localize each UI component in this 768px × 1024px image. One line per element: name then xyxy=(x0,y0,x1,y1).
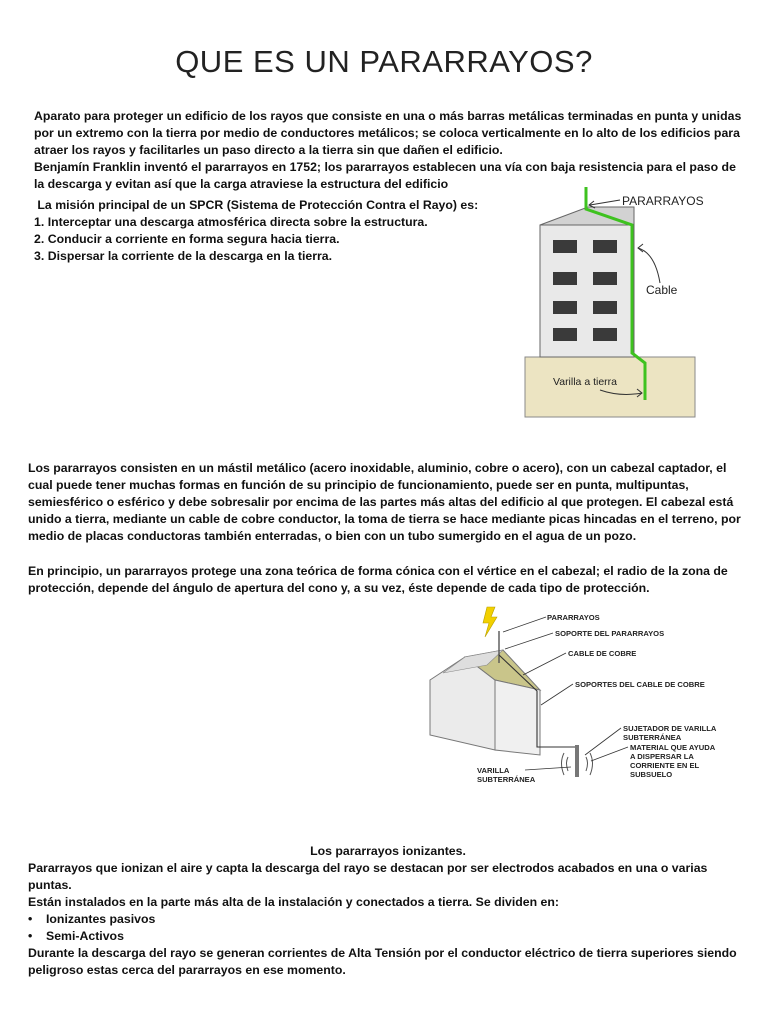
house-diagram xyxy=(425,605,760,795)
ionizantes-paragraph-2: Están instalados en la parte más alta de la instalación y conectados a tierra. Se dividen en: xyxy=(28,895,560,909)
ground-rod xyxy=(575,745,579,777)
ionizantes-paragraph-1: Pararrayos que ionizan el aire y capta la descarga del rayo se destacan por ser electrodos acabados en una o varias puntas. xyxy=(28,861,708,892)
label-pararrayos: PARARRAYOS xyxy=(547,613,600,622)
label-soporte: SOPORTE DEL PARARRAYOS xyxy=(555,629,665,638)
bullet-icon: • xyxy=(28,929,33,943)
lightning-bolt-icon xyxy=(483,607,497,637)
label-sujetador-1: SUJETADOR DE VARILLA xyxy=(623,724,717,733)
bullet-icon: • xyxy=(28,912,33,926)
pararrayos-arrow xyxy=(590,200,620,205)
label-varilla-1: VARILLA xyxy=(477,766,510,775)
ionizantes-heading: Los pararrayos ionizantes. xyxy=(310,844,466,858)
label-varilla-2: SUBTERRÁNEA xyxy=(477,775,536,784)
list-item: • Semi-Activos xyxy=(28,929,124,943)
page-title: QUE ES UN PARARRAYOS? xyxy=(175,44,593,79)
ionizantes-section xyxy=(28,843,748,979)
label-pararrayos: PARARRAYOS xyxy=(622,194,704,208)
intro-section xyxy=(34,108,746,193)
house-wall xyxy=(495,680,540,755)
label-varilla: Varilla a tierra xyxy=(553,376,617,388)
mission-intro: La misión principal de un SPCR (Sistema de Protección Contra el Rayo) es: xyxy=(37,198,479,212)
mission-item-3: 3. Dispersar la corriente de la descarga en la tierra. xyxy=(34,249,333,263)
building-diagram xyxy=(520,185,745,420)
mission-item-1: 1. Interceptar una descarga atmosférica directa sobre la estructura. xyxy=(34,215,428,229)
cable-arrow xyxy=(638,248,660,283)
body-paragraph-2: En principio, un pararrayos protege una zona teórica de forma cónica con el vértice en el cabezal; el radio de la zona de protección, depende del ángulo de apertura del cono y, a su vez, éste depende de cada tipo de protección. xyxy=(28,564,728,595)
mission-item-2: 2. Conducir a corriente en forma segura hacia tierra. xyxy=(34,232,340,246)
label-sujetador-2: SUBTERRÁNEA xyxy=(623,733,682,742)
mission-section xyxy=(34,197,514,265)
intro-paragraph-2: Benjamín Franklin inventó el pararrayos en 1752; los pararrayos establecen una vía con baja resistencia para el paso de la descarga y evitan así que la carga atraviese la estructura del edificio xyxy=(34,160,736,191)
label-material-4: SUBSUELO xyxy=(630,770,673,779)
spcr-abbrev: SPCR xyxy=(189,198,224,212)
label-cable-cobre: CABLE DE COBRE xyxy=(568,649,637,658)
label-material-3: CORRIENTE EN EL xyxy=(630,761,700,770)
label-cable: Cable xyxy=(646,283,678,297)
ionizantes-paragraph-3: Durante la descarga del rayo se generan corrientes de Alta Tensión por el conductor eléctrico de tierra superiores siendo peligroso estas cerca del pararrayos en ese momento. xyxy=(28,946,737,977)
label-soportes-cable: SOPORTES DEL CABLE DE COBRE xyxy=(575,680,705,689)
intro-paragraph-1: Aparato para proteger un edificio de los rayos que consiste en una o más barras metálicas terminadas en punta y unidas por un extremo con la tierra por medio de conductores metálicos; se coloca verticalmente en lo alto de los edificios para atraer los rayos y facilitarles un paso directo a la tierra sin que dañen el edificio. xyxy=(34,109,742,157)
label-material-2: A DISPERSAR LA xyxy=(630,752,694,761)
body-paragraph-1: Los pararrayos consisten en un mástil metálico (acero inoxidable, aluminio, cobre o acero), con un cabezal captador, el cual puede tener muchas formas en función de su principio de funcionamiento, puede ser en punta, multipuntas, semiesférico o esférico y debe sobresalir por encima de las partes más altas del edificio al que protegen. El cabezal está unido a tierra, mediante un cable de cobre conductor, la toma de tierra se hace mediante picas hincadas en el terreno, por medio de placas conductoras también enterradas, o bien con un tubo sumergido en el agua de un pozo. xyxy=(28,461,741,543)
list-item: • Ionizantes pasivos xyxy=(28,912,156,926)
label-material-1: MATERIAL QUE AYUDA xyxy=(630,743,716,752)
